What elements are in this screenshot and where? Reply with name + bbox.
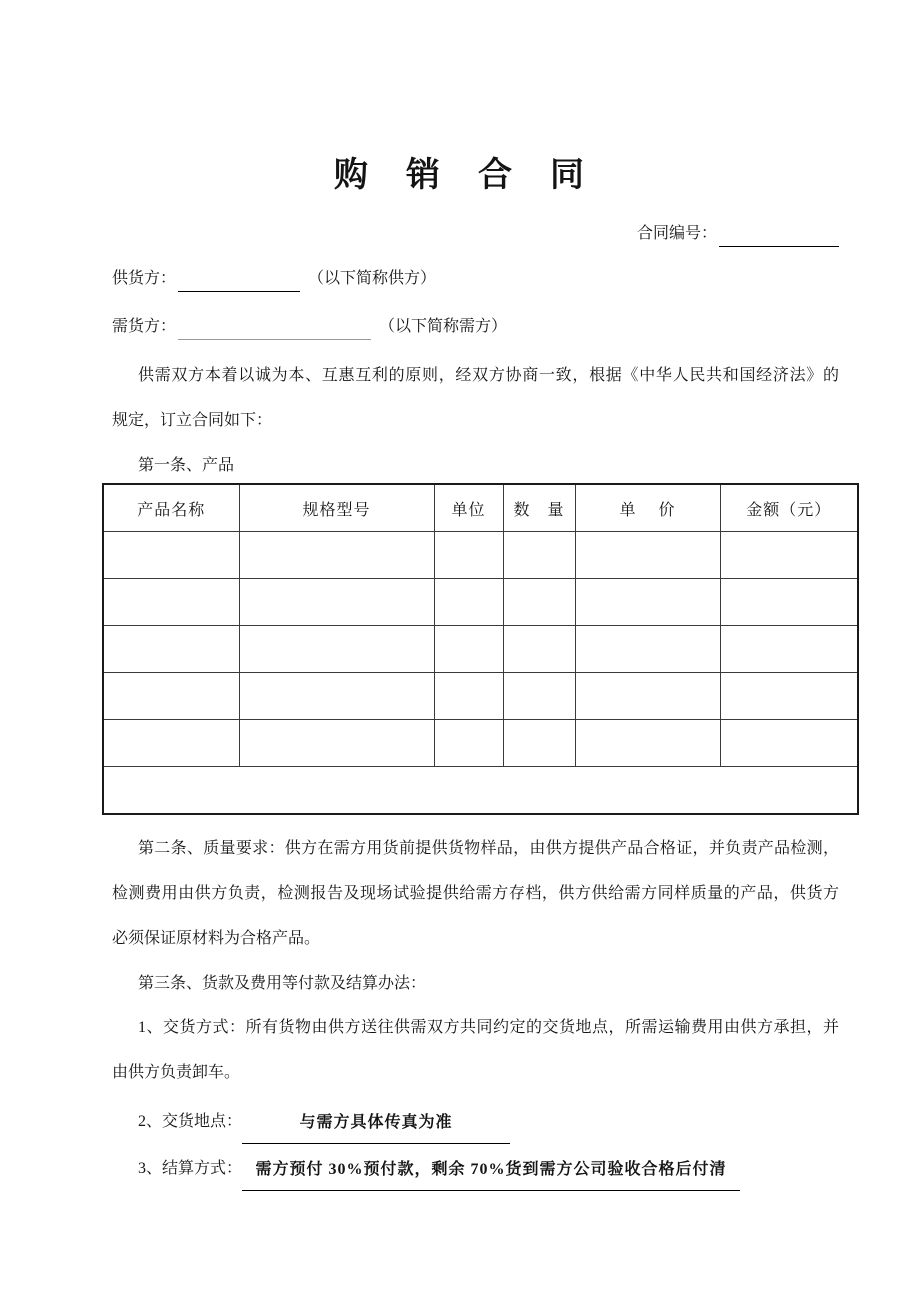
contract-number-blank[interactable] <box>719 223 839 247</box>
item1-line-1: 1、交货方式：所有货物由供方送往供需双方共同约定的交货地点，所需运输费用由供方承担，并 <box>138 1019 839 1036</box>
product-table <box>102 483 859 815</box>
intro-paragraph <box>112 353 839 443</box>
article2-line-3: 必须保证原材料为合格产品。 <box>112 930 321 947</box>
table-cell[interactable] <box>239 626 434 673</box>
table-cell[interactable] <box>103 673 239 720</box>
article2-line-2: 检测费用由供方负责，检测报告及现场试验提供给需方存档，供方供给需方同样质量的产品，供货方 <box>112 885 839 902</box>
table-cell[interactable] <box>239 579 434 626</box>
article3-item1-paragraph <box>112 1005 839 1095</box>
item2-label: 2、交货地点： <box>138 1113 243 1130</box>
table-cell[interactable] <box>720 532 858 579</box>
table-cell[interactable] <box>575 720 720 767</box>
supplier-label: 供货方： <box>112 270 177 287</box>
buyer-line <box>112 314 507 340</box>
document-title: 购 销 合 同 <box>334 157 586 194</box>
buyer-label: 需货方： <box>112 318 177 335</box>
table-cell[interactable] <box>239 532 434 579</box>
item1-line-2: 由供方负责卸车。 <box>112 1064 241 1081</box>
table-cell[interactable] <box>720 626 858 673</box>
article3-heading: 第三条、货款及费用等付款及结算办法： <box>138 975 427 992</box>
table-cell[interactable] <box>575 579 720 626</box>
table-cell[interactable] <box>503 579 575 626</box>
table-cell[interactable] <box>434 579 503 626</box>
buyer-name-blank[interactable] <box>178 316 371 340</box>
table-cell[interactable] <box>720 673 858 720</box>
item3-label: 3、结算方式： <box>138 1160 243 1177</box>
table-footer-row <box>103 767 858 815</box>
table-cell[interactable] <box>103 532 239 579</box>
item3-answer-blank[interactable]: 需方预付 30%预付款，剩余 70%货到需方公司验收合格后付清 <box>242 1150 740 1191</box>
table-cell[interactable] <box>434 532 503 579</box>
table-cell[interactable] <box>575 673 720 720</box>
header-unit-price: 单 价 <box>575 484 720 532</box>
table-cell[interactable] <box>720 579 858 626</box>
table-cell[interactable] <box>103 626 239 673</box>
article1-heading: 第一条、产品 <box>138 457 235 474</box>
table-merged-footer-cell[interactable] <box>103 767 858 815</box>
intro-line-2: 规定，订立合同如下： <box>112 412 273 429</box>
table-row <box>103 626 858 673</box>
article2-paragraph <box>112 826 839 961</box>
table-cell[interactable] <box>434 626 503 673</box>
table-cell[interactable] <box>720 720 858 767</box>
header-quantity: 数 量 <box>503 484 575 532</box>
article2-line-1: 第二条、质量要求：供方在需方用货前提供货物样品，由供方提供产品合格证，并负责产品检测， <box>138 840 839 857</box>
table-row <box>103 673 858 720</box>
supplier-note: （以下简称供方） <box>308 270 437 287</box>
header-product-name: 产品名称 <box>103 484 239 532</box>
supplier-line <box>112 266 436 292</box>
table-cell[interactable] <box>103 579 239 626</box>
contract-number-label: 合同编号： <box>637 225 718 242</box>
article3-item3-line <box>112 1146 740 1191</box>
intro-line-1: 供需双方本着以诚为本、互惠互利的原则，经双方协商一致，根据《中华人民共和国经济法》的 <box>138 367 839 384</box>
table-cell[interactable] <box>434 720 503 767</box>
item2-answer-blank[interactable]: 与需方具体传真为准 <box>242 1103 510 1144</box>
table-cell[interactable] <box>575 532 720 579</box>
table-row <box>103 720 858 767</box>
supplier-name-blank[interactable] <box>178 268 300 292</box>
table-row <box>103 532 858 579</box>
contract-number-line <box>637 221 841 247</box>
product-table-header-row <box>103 484 858 532</box>
header-spec-model: 规格型号 <box>239 484 434 532</box>
table-row <box>103 579 858 626</box>
table-cell[interactable] <box>503 720 575 767</box>
table-cell[interactable] <box>103 720 239 767</box>
buyer-note: （以下简称需方） <box>379 318 508 335</box>
table-cell[interactable] <box>503 626 575 673</box>
header-amount-yuan: 金额（元） <box>720 484 858 532</box>
table-cell[interactable] <box>239 720 434 767</box>
article3-item2-line <box>112 1099 510 1144</box>
table-cell[interactable] <box>239 673 434 720</box>
table-cell[interactable] <box>434 673 503 720</box>
table-cell[interactable] <box>503 532 575 579</box>
table-cell[interactable] <box>503 673 575 720</box>
header-unit: 单位 <box>434 484 503 532</box>
table-cell[interactable] <box>575 626 720 673</box>
